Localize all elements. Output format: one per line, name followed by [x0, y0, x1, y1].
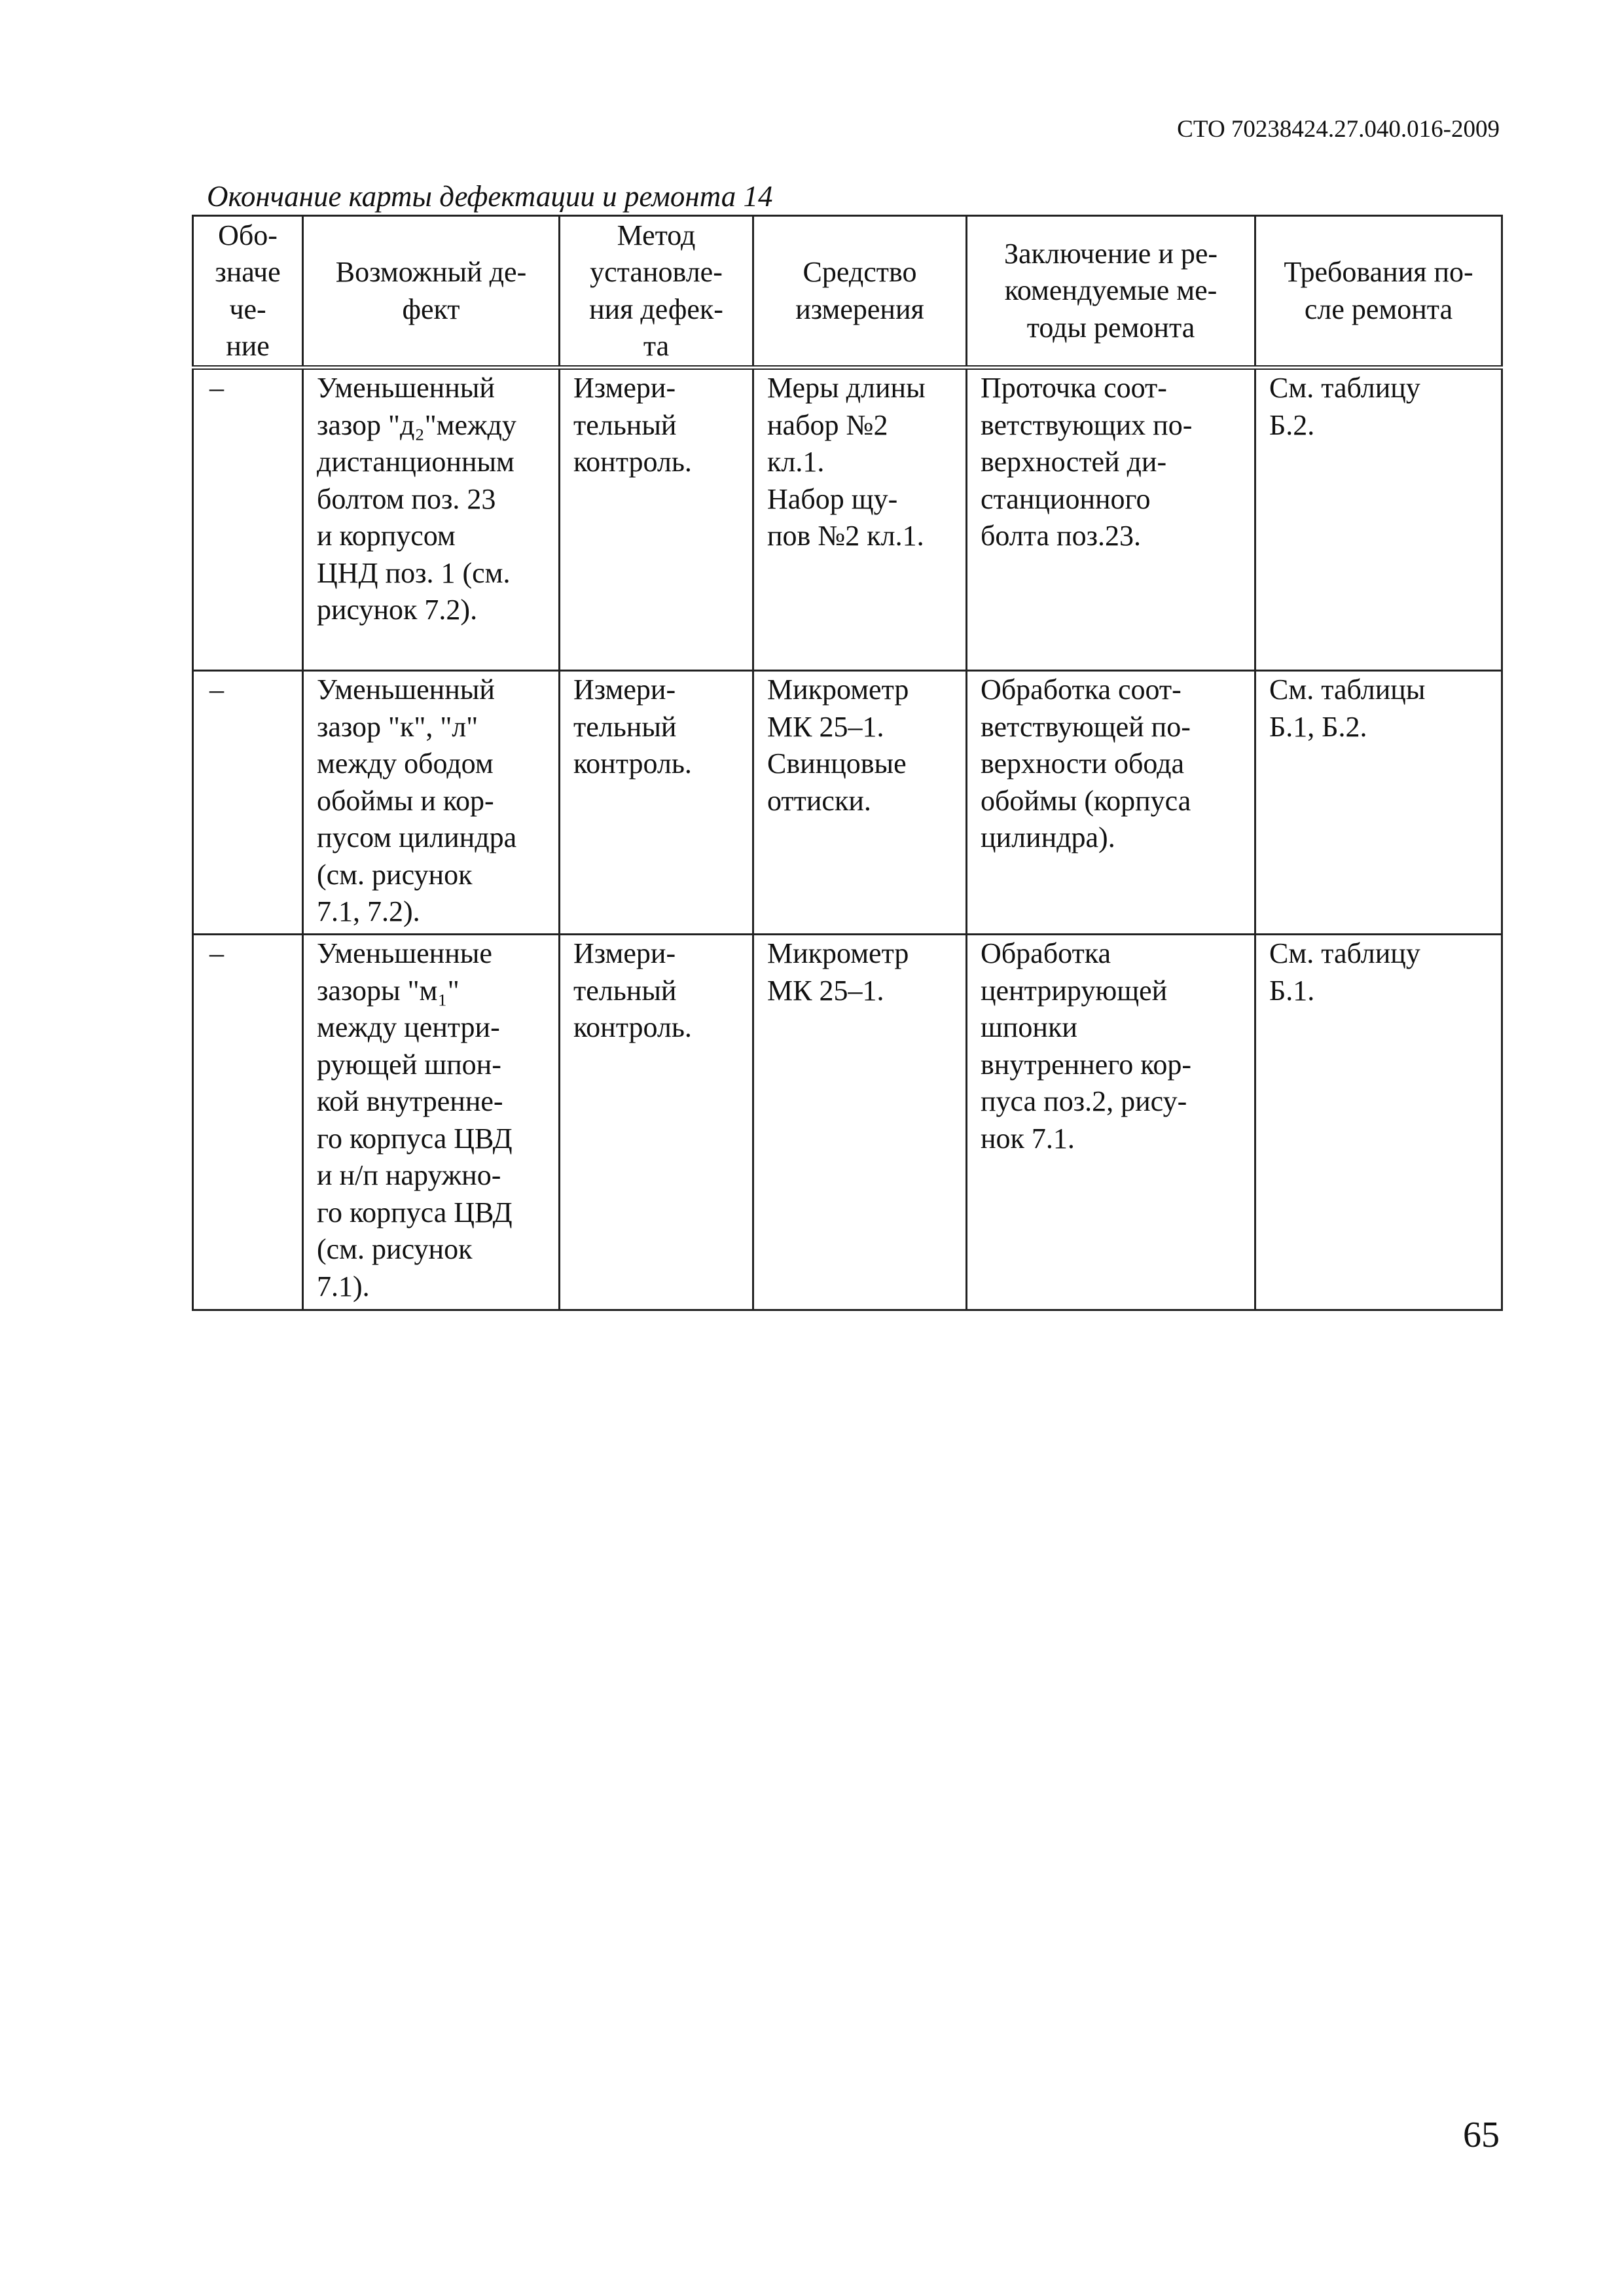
- cell-text-line: Обработка: [981, 937, 1111, 969]
- cell-text-line: пуса поз.2, рису-: [981, 1085, 1187, 1117]
- cell-text-line: внутреннего кор-: [981, 1048, 1191, 1081]
- cell-text-line: См. таблицу: [1269, 372, 1420, 404]
- cell-text-line: Б.2.: [1269, 408, 1315, 441]
- cell-text-line: значе: [215, 256, 281, 288]
- cell-text-line: тельный: [573, 710, 677, 743]
- cell-conclusion-repair: [967, 368, 1255, 671]
- cell-text-line: Обо-: [218, 219, 278, 251]
- cell-text-line: 7.1, 7.2).: [317, 895, 420, 927]
- cell-text-line: го корпуса ЦВД: [317, 1196, 513, 1229]
- cell-text-line: Метод: [617, 219, 696, 251]
- cell-text-line: комендуемые ме-: [1004, 274, 1218, 307]
- cell-possible-defect: [303, 671, 560, 935]
- cell-text-line: кл.1.: [767, 446, 825, 478]
- cell-text-line: болтом поз. 23: [317, 482, 496, 515]
- table-row: [193, 368, 1502, 671]
- document-code: СТО 70238424.27.040.016-2009: [1177, 116, 1500, 143]
- page-number: 65: [1463, 2115, 1500, 2155]
- cell-text-line: станционного: [981, 482, 1151, 515]
- cell-text-line: шпонки: [981, 1011, 1077, 1043]
- cell-possible-defect: [303, 368, 560, 671]
- cell-text-line: кой внутренне-: [317, 1085, 503, 1117]
- cell-conclusion-repair: [967, 935, 1255, 1310]
- cell-text-line: (см. рисунок: [317, 858, 473, 891]
- cell-text-line: –: [209, 937, 224, 969]
- cell-text-line: Средство: [803, 256, 917, 288]
- defect-repair-table: [192, 215, 1503, 1311]
- cell-text-line: верхности обода: [981, 747, 1185, 780]
- cell-text-line: (см. рисунок: [317, 1233, 473, 1265]
- table-header-row: [193, 216, 1502, 368]
- header-conclusion-repair-methods: [967, 216, 1255, 368]
- cell-text-line: цилиндра).: [981, 821, 1115, 853]
- cell-text-line: между ободом: [317, 747, 494, 780]
- cell-text-line: го корпуса ЦВД: [317, 1122, 513, 1155]
- cell-text-line: Свинцовые: [767, 747, 907, 780]
- cell-text-line: Проточка соот-: [981, 372, 1167, 404]
- cell-text-line: Б.1, Б.2.: [1269, 710, 1367, 743]
- cell-text-line: тельный: [573, 408, 677, 441]
- cell-text-line: ветствующей по-: [981, 710, 1191, 743]
- cell-text-line: контроль.: [573, 1011, 692, 1043]
- cell-text-line: пов №2 кл.1.: [767, 520, 924, 552]
- header-detection-method: [560, 216, 753, 368]
- cell-text-line: зазоры "м₁": [317, 974, 460, 1007]
- cell-text-line: Набор щу-: [767, 482, 898, 515]
- cell-text-line: Обработка соот-: [981, 673, 1182, 706]
- cell-text-line: Уменьшенный: [317, 673, 495, 706]
- cell-text-line: зазор "д₂"между: [317, 408, 516, 441]
- cell-text-line: ния дефек-: [589, 293, 723, 325]
- table-row: [193, 935, 1502, 1310]
- cell-text-line: че-: [229, 293, 266, 325]
- cell-text-line: См. таблицы: [1269, 673, 1426, 706]
- cell-text-line: Уменьшенные: [317, 937, 492, 969]
- cell-requirements: [1255, 671, 1502, 935]
- table-caption: Окончание карты дефектации и ремонта 14: [207, 180, 773, 213]
- cell-text-line: См. таблицу: [1269, 937, 1420, 969]
- cell-text-line: контроль.: [573, 747, 692, 780]
- cell-requirements: [1255, 935, 1502, 1310]
- cell-text-line: тоды ремонта: [1026, 311, 1195, 344]
- header-post-repair-requirements: [1255, 216, 1502, 368]
- cell-text-line: между центри-: [317, 1011, 500, 1043]
- cell-text-line: рующей шпон-: [317, 1048, 501, 1081]
- cell-text-line: ветствующих по-: [981, 408, 1193, 441]
- cell-text-line: МК 25–1.: [767, 710, 884, 743]
- cell-designation: [193, 368, 303, 671]
- cell-detection-method: [560, 368, 753, 671]
- cell-text-line: фект: [402, 293, 460, 325]
- cell-text-line: измерения: [795, 293, 924, 325]
- cell-text-line: Требования по-: [1284, 256, 1473, 288]
- cell-text-line: Микрометр: [767, 937, 909, 969]
- cell-text-line: Заключение и ре-: [1003, 237, 1218, 270]
- cell-text-line: тельный: [573, 974, 677, 1007]
- cell-text-line: контроль.: [573, 446, 692, 478]
- cell-text-line: Уменьшенный: [317, 372, 495, 404]
- cell-requirements: [1255, 368, 1502, 671]
- cell-text-line: набор №2: [767, 408, 888, 441]
- cell-text-line: –: [209, 372, 224, 404]
- cell-measuring-tool: [753, 935, 967, 1310]
- header-designation: [193, 216, 303, 368]
- cell-detection-method: [560, 671, 753, 935]
- cell-text-line: Возможный де-: [335, 256, 527, 288]
- cell-text-line: пусом цилиндра: [317, 821, 517, 853]
- cell-text-line: и корпусом: [317, 520, 456, 552]
- cell-measuring-tool: [753, 671, 967, 935]
- cell-text-line: и н/п наружно-: [317, 1159, 501, 1191]
- header-possible-defect: [303, 216, 560, 368]
- cell-text-line: верхностей ди-: [981, 446, 1167, 478]
- cell-text-line: Микрометр: [767, 673, 909, 706]
- cell-text-line: Измери-: [573, 937, 676, 969]
- cell-text-line: та: [643, 330, 670, 362]
- cell-text-line: сле ремонта: [1304, 293, 1453, 325]
- header-measuring-tool: [753, 216, 967, 368]
- cell-text-line: –: [209, 673, 224, 706]
- cell-text-line: Меры длины: [767, 372, 926, 404]
- cell-text-line: рисунок 7.2).: [317, 594, 478, 626]
- cell-text-line: Измери-: [573, 372, 676, 404]
- cell-possible-defect: [303, 935, 560, 1310]
- cell-conclusion-repair: [967, 671, 1255, 935]
- cell-text-line: установле-: [590, 256, 723, 288]
- cell-text-line: Измери-: [573, 673, 676, 706]
- cell-detection-method: [560, 935, 753, 1310]
- cell-text-line: обоймы и кор-: [317, 784, 494, 817]
- cell-text-line: дистанционным: [317, 446, 514, 478]
- table-row: [193, 671, 1502, 935]
- cell-text-line: Б.1.: [1269, 974, 1315, 1007]
- cell-text-line: обоймы (корпуса: [981, 784, 1191, 817]
- cell-designation: [193, 671, 303, 935]
- cell-text-line: оттиски.: [767, 784, 871, 817]
- cell-text-line: болта поз.23.: [981, 520, 1141, 552]
- cell-designation: [193, 935, 303, 1310]
- cell-text-line: ЦНД поз. 1 (см.: [317, 556, 511, 589]
- cell-text-line: ние: [226, 330, 270, 362]
- cell-text-line: 7.1).: [317, 1270, 370, 1302]
- cell-text-line: зазор "к", "л": [317, 710, 478, 743]
- cell-measuring-tool: [753, 368, 967, 671]
- cell-text-line: центрирующей: [981, 974, 1168, 1007]
- cell-text-line: нок 7.1.: [981, 1122, 1075, 1155]
- cell-text-line: МК 25–1.: [767, 974, 884, 1007]
